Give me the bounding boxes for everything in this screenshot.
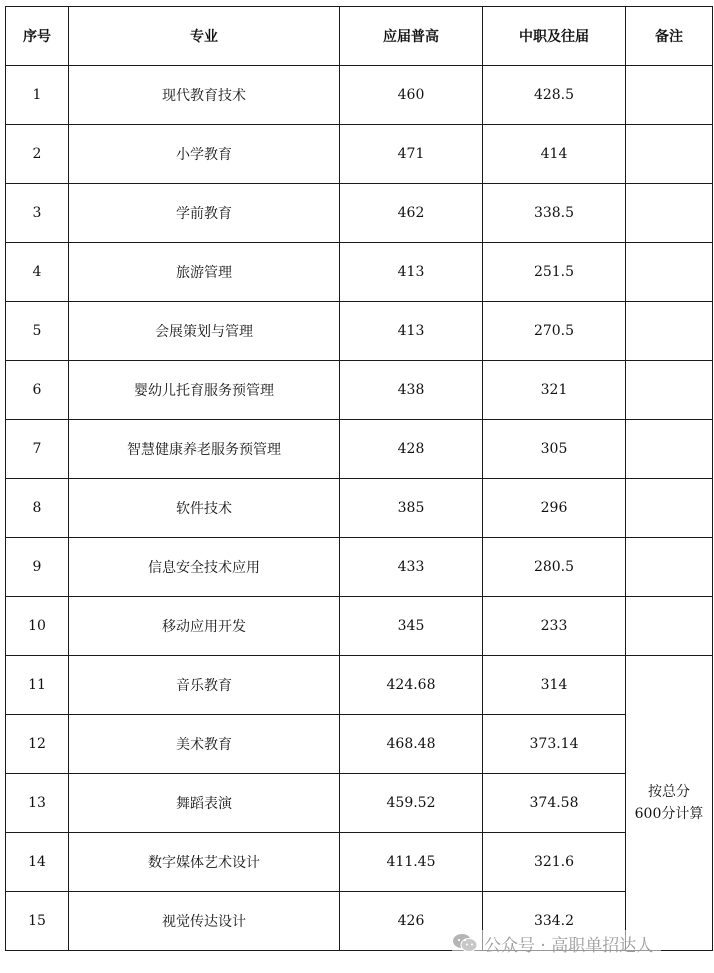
table-row [6,715,713,774]
row-major: 学前教育 [69,184,340,243]
wechat-icon [452,933,478,953]
row-fresh-general: 468.48 [340,715,483,774]
row-fresh-general: 413 [340,243,483,302]
row-index: 10 [6,597,69,656]
row-remark-empty [626,66,713,125]
table-row [6,243,713,302]
table-row [6,420,713,479]
header-index: 序号 [6,7,69,66]
row-fresh-general: 433 [340,538,483,597]
row-fresh-general: 413 [340,302,483,361]
row-vocational-past: 321.6 [483,833,626,892]
row-major: 旅游管理 [69,243,340,302]
watermark [452,930,661,956]
table-row [6,656,713,715]
row-vocational-past: 251.5 [483,243,626,302]
row-index: 4 [6,243,69,302]
row-vocational-past: 314 [483,656,626,715]
row-fresh-general: 460 [340,66,483,125]
row-index: 7 [6,420,69,479]
row-vocational-past: 414 [483,125,626,184]
row-vocational-past: 321 [483,361,626,420]
row-vocational-past: 374.58 [483,774,626,833]
row-vocational-past: 270.5 [483,302,626,361]
row-major: 数字媒体艺术设计 [69,833,340,892]
row-vocational-past: 428.5 [483,66,626,125]
row-index: 9 [6,538,69,597]
watermark-text: 公众号 · 高职单招达人 [484,935,654,956]
row-remark-empty [626,125,713,184]
row-index: 3 [6,184,69,243]
row-fresh-general: 385 [340,479,483,538]
row-remark-empty [626,597,713,656]
row-index: 12 [6,715,69,774]
table-row [6,66,713,125]
table-row [6,774,713,833]
row-remark-empty [626,184,713,243]
table-row [6,302,713,361]
row-fresh-general: 462 [340,184,483,243]
row-vocational-past: 305 [483,420,626,479]
table-row [6,479,713,538]
row-fresh-general: 438 [340,361,483,420]
row-vocational-past: 296 [483,479,626,538]
row-remark-empty [626,243,713,302]
row-index: 1 [6,66,69,125]
row-index: 15 [6,892,69,951]
header-major: 专业 [69,7,340,66]
table-row [6,125,713,184]
row-major: 信息安全技术应用 [69,538,340,597]
row-index: 2 [6,125,69,184]
row-vocational-past: 373.14 [483,715,626,774]
row-vocational-past: 280.5 [483,538,626,597]
row-fresh-general: 345 [340,597,483,656]
header-fresh-general: 应届普高 [340,7,483,66]
row-remark-empty [626,538,713,597]
row-fresh-general: 411.45 [340,833,483,892]
table-row [6,833,713,892]
row-remark-empty [626,479,713,538]
row-vocational-past: 233 [483,597,626,656]
row-vocational-past: 338.5 [483,184,626,243]
table-row [6,361,713,420]
row-major: 现代教育技术 [69,66,340,125]
row-major: 小学教育 [69,125,340,184]
row-major: 软件技术 [69,479,340,538]
remark-total-score-note [626,656,713,951]
header-remarks: 备注 [626,7,713,66]
remark-line-1: 按总分 [648,784,690,800]
score-table [5,6,713,951]
row-fresh-general: 426 [340,892,483,951]
row-remark-empty [626,420,713,479]
row-remark-empty [626,361,713,420]
row-major: 智慧健康养老服务预管理 [69,420,340,479]
table-row [6,538,713,597]
header-vocational-past: 中职及往届 [483,7,626,66]
row-fresh-general: 424.68 [340,656,483,715]
row-vocational-past: 334.2 [483,892,626,951]
row-index: 8 [6,479,69,538]
header-row [6,7,713,66]
row-index: 6 [6,361,69,420]
row-fresh-general: 459.52 [340,774,483,833]
row-index: 5 [6,302,69,361]
row-index: 14 [6,833,69,892]
row-fresh-general: 471 [340,125,483,184]
row-major: 美术教育 [69,715,340,774]
row-index: 13 [6,774,69,833]
row-major: 音乐教育 [69,656,340,715]
row-index: 11 [6,656,69,715]
row-major: 视觉传达设计 [69,892,340,951]
row-major: 婴幼儿托育服务预管理 [69,361,340,420]
row-remark-empty [626,302,713,361]
remark-line-2: 600分计算 [634,806,704,822]
table-row [6,597,713,656]
row-fresh-general: 428 [340,420,483,479]
row-major: 移动应用开发 [69,597,340,656]
table-row [6,184,713,243]
row-major: 会展策划与管理 [69,302,340,361]
row-major: 舞蹈表演 [69,774,340,833]
